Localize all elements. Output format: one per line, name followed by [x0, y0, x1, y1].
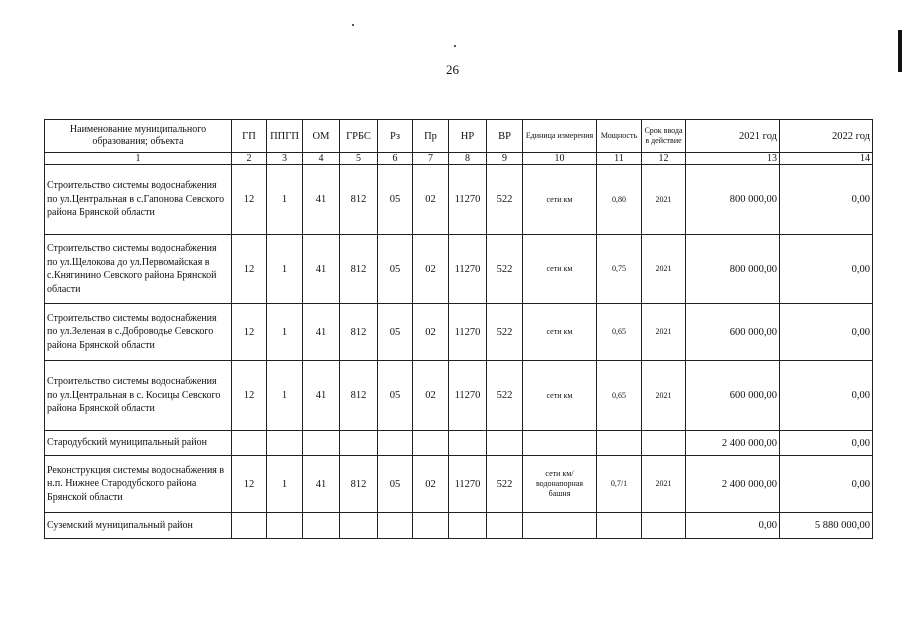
- column-number: 10: [523, 153, 597, 165]
- cell-capacity: 0,65: [597, 361, 642, 431]
- cell-grbs: 812: [340, 235, 378, 304]
- cell-om: 41: [303, 304, 340, 361]
- object-name: Строительство системы водоснабжения по ул.Щелокова до ул.Первомайская в с.Княгинино Севского района Брянской области: [45, 235, 232, 304]
- cell-gp: 12: [232, 361, 267, 431]
- column-number: 2: [232, 153, 267, 165]
- cell-term: [642, 431, 686, 456]
- cell-rz: [378, 431, 413, 456]
- cell-ppgp: 1: [267, 456, 303, 513]
- cell-pr: [413, 431, 449, 456]
- object-name: Строительство системы водоснабжения по ул.Центральная в с.Гапонова Севского района Брянской области: [45, 165, 232, 235]
- cell-nr: 11270: [449, 165, 487, 235]
- column-number: 12: [642, 153, 686, 165]
- cell-nr: [449, 431, 487, 456]
- cell-grbs: [340, 431, 378, 456]
- cell-capacity: 0,65: [597, 304, 642, 361]
- cell-term: 2021: [642, 235, 686, 304]
- cell-grbs: 812: [340, 361, 378, 431]
- table-row: [45, 165, 873, 235]
- cell-2022: 0,00: [780, 235, 873, 304]
- cell-pr: 02: [413, 361, 449, 431]
- cell-vr: 522: [487, 456, 523, 513]
- header-term: Срок ввода в действие: [642, 120, 686, 153]
- cell-gp: [232, 513, 267, 539]
- cell-ppgp: [267, 431, 303, 456]
- cell-unit: сети км: [523, 235, 597, 304]
- cell-vr: 522: [487, 304, 523, 361]
- cell-rz: 05: [378, 456, 413, 513]
- cell-unit: [523, 513, 597, 539]
- cell-pr: [413, 513, 449, 539]
- budget-table: [44, 119, 873, 539]
- cell-2022: 0,00: [780, 165, 873, 235]
- cell-nr: 11270: [449, 304, 487, 361]
- cell-ppgp: 1: [267, 304, 303, 361]
- column-number: 6: [378, 153, 413, 165]
- cell-capacity: [597, 513, 642, 539]
- cell-grbs: [340, 513, 378, 539]
- header-om: ОМ: [303, 120, 340, 153]
- cell-capacity: 0,75: [597, 235, 642, 304]
- cell-unit: сети км/водонапорная башня: [523, 456, 597, 513]
- cell-2021: 2 400 000,00: [686, 456, 780, 513]
- cell-capacity: 0,7/1: [597, 456, 642, 513]
- cell-gp: 12: [232, 165, 267, 235]
- header-pr: Пр: [413, 120, 449, 153]
- cell-2021: 800 000,00: [686, 165, 780, 235]
- header-vr: ВР: [487, 120, 523, 153]
- column-number: 11: [597, 153, 642, 165]
- header-gp: ГП: [232, 120, 267, 153]
- object-name: Реконструкция системы водоснабжения в н.п. Нижнее Стародубского района Брянской области: [45, 456, 232, 513]
- header-ppgp: ППГП: [267, 120, 303, 153]
- cell-vr: 522: [487, 361, 523, 431]
- cell-unit: сети км: [523, 361, 597, 431]
- cell-grbs: 812: [340, 165, 378, 235]
- cell-2022: 0,00: [780, 431, 873, 456]
- cell-rz: [378, 513, 413, 539]
- cell-om: [303, 513, 340, 539]
- cell-term: 2021: [642, 165, 686, 235]
- cell-nr: [449, 513, 487, 539]
- header-name: Наименование муниципального образования; объекта: [45, 120, 232, 153]
- cell-ppgp: [267, 513, 303, 539]
- column-number: 5: [340, 153, 378, 165]
- cell-pr: 02: [413, 235, 449, 304]
- page-number: 26: [446, 62, 459, 77]
- cell-ppgp: 1: [267, 165, 303, 235]
- cell-2021: 800 000,00: [686, 235, 780, 304]
- cell-nr: 11270: [449, 361, 487, 431]
- cell-2021: 2 400 000,00: [686, 431, 780, 456]
- header-rz: Рз: [378, 120, 413, 153]
- scan-edge-mark: [898, 30, 902, 72]
- cell-pr: 02: [413, 456, 449, 513]
- cell-gp: 12: [232, 235, 267, 304]
- cell-om: 41: [303, 456, 340, 513]
- object-name: Строительство системы водоснабжения по ул.Зеленая в с.Доброводье Севского района Брянской области: [45, 304, 232, 361]
- cell-om: 41: [303, 235, 340, 304]
- district-row: [45, 431, 873, 456]
- cell-term: 2021: [642, 304, 686, 361]
- cell-grbs: 812: [340, 304, 378, 361]
- header-capacity: Мощность: [597, 120, 642, 153]
- cell-2021: 600 000,00: [686, 304, 780, 361]
- cell-unit: сети км: [523, 304, 597, 361]
- table-row: [45, 304, 873, 361]
- cell-gp: [232, 431, 267, 456]
- cell-gp: 12: [232, 304, 267, 361]
- header-2021: 2021 год: [686, 120, 780, 153]
- header-2022: 2022 год: [780, 120, 873, 153]
- header-grbs: ГРБС: [340, 120, 378, 153]
- header-row: [45, 120, 873, 153]
- district-name: Стародубский муниципальный район: [45, 431, 232, 456]
- cell-term: 2021: [642, 361, 686, 431]
- cell-vr: 522: [487, 235, 523, 304]
- cell-grbs: 812: [340, 456, 378, 513]
- cell-rz: 05: [378, 361, 413, 431]
- cell-nr: 11270: [449, 235, 487, 304]
- scan-speck: [352, 24, 354, 26]
- cell-pr: 02: [413, 165, 449, 235]
- cell-om: 41: [303, 165, 340, 235]
- district-name: Суземский муниципальный район: [45, 513, 232, 539]
- cell-2022: 5 880 000,00: [780, 513, 873, 539]
- column-number: 9: [487, 153, 523, 165]
- column-number: 1: [45, 153, 232, 165]
- column-number: 4: [303, 153, 340, 165]
- cell-pr: 02: [413, 304, 449, 361]
- cell-2021: 600 000,00: [686, 361, 780, 431]
- cell-unit: сети км: [523, 165, 597, 235]
- object-name: Строительство системы водоснабжения по ул.Центральная в с. Косицы Севского района Брянской области: [45, 361, 232, 431]
- column-number: 14: [780, 153, 873, 165]
- cell-rz: 05: [378, 235, 413, 304]
- cell-capacity: 0,80: [597, 165, 642, 235]
- cell-term: [642, 513, 686, 539]
- cell-2022: 0,00: [780, 361, 873, 431]
- cell-vr: [487, 513, 523, 539]
- cell-om: 41: [303, 361, 340, 431]
- header-unit: Единица измерения: [523, 120, 597, 153]
- cell-vr: 522: [487, 165, 523, 235]
- cell-om: [303, 431, 340, 456]
- cell-ppgp: 1: [267, 361, 303, 431]
- cell-gp: 12: [232, 456, 267, 513]
- column-number-row: [45, 153, 873, 165]
- cell-nr: 11270: [449, 456, 487, 513]
- cell-vr: [487, 431, 523, 456]
- table-row: [45, 361, 873, 431]
- cell-2022: 0,00: [780, 456, 873, 513]
- column-number: 7: [413, 153, 449, 165]
- cell-capacity: [597, 431, 642, 456]
- cell-2021: 0,00: [686, 513, 780, 539]
- cell-term: 2021: [642, 456, 686, 513]
- cell-unit: [523, 431, 597, 456]
- column-number: 3: [267, 153, 303, 165]
- scan-speck: [454, 45, 456, 47]
- cell-2022: 0,00: [780, 304, 873, 361]
- cell-rz: 05: [378, 165, 413, 235]
- cell-ppgp: 1: [267, 235, 303, 304]
- header-nr: НР: [449, 120, 487, 153]
- district-row: [45, 513, 873, 539]
- cell-rz: 05: [378, 304, 413, 361]
- column-number: 8: [449, 153, 487, 165]
- table-row: [45, 456, 873, 513]
- table-row: [45, 235, 873, 304]
- column-number: 13: [686, 153, 780, 165]
